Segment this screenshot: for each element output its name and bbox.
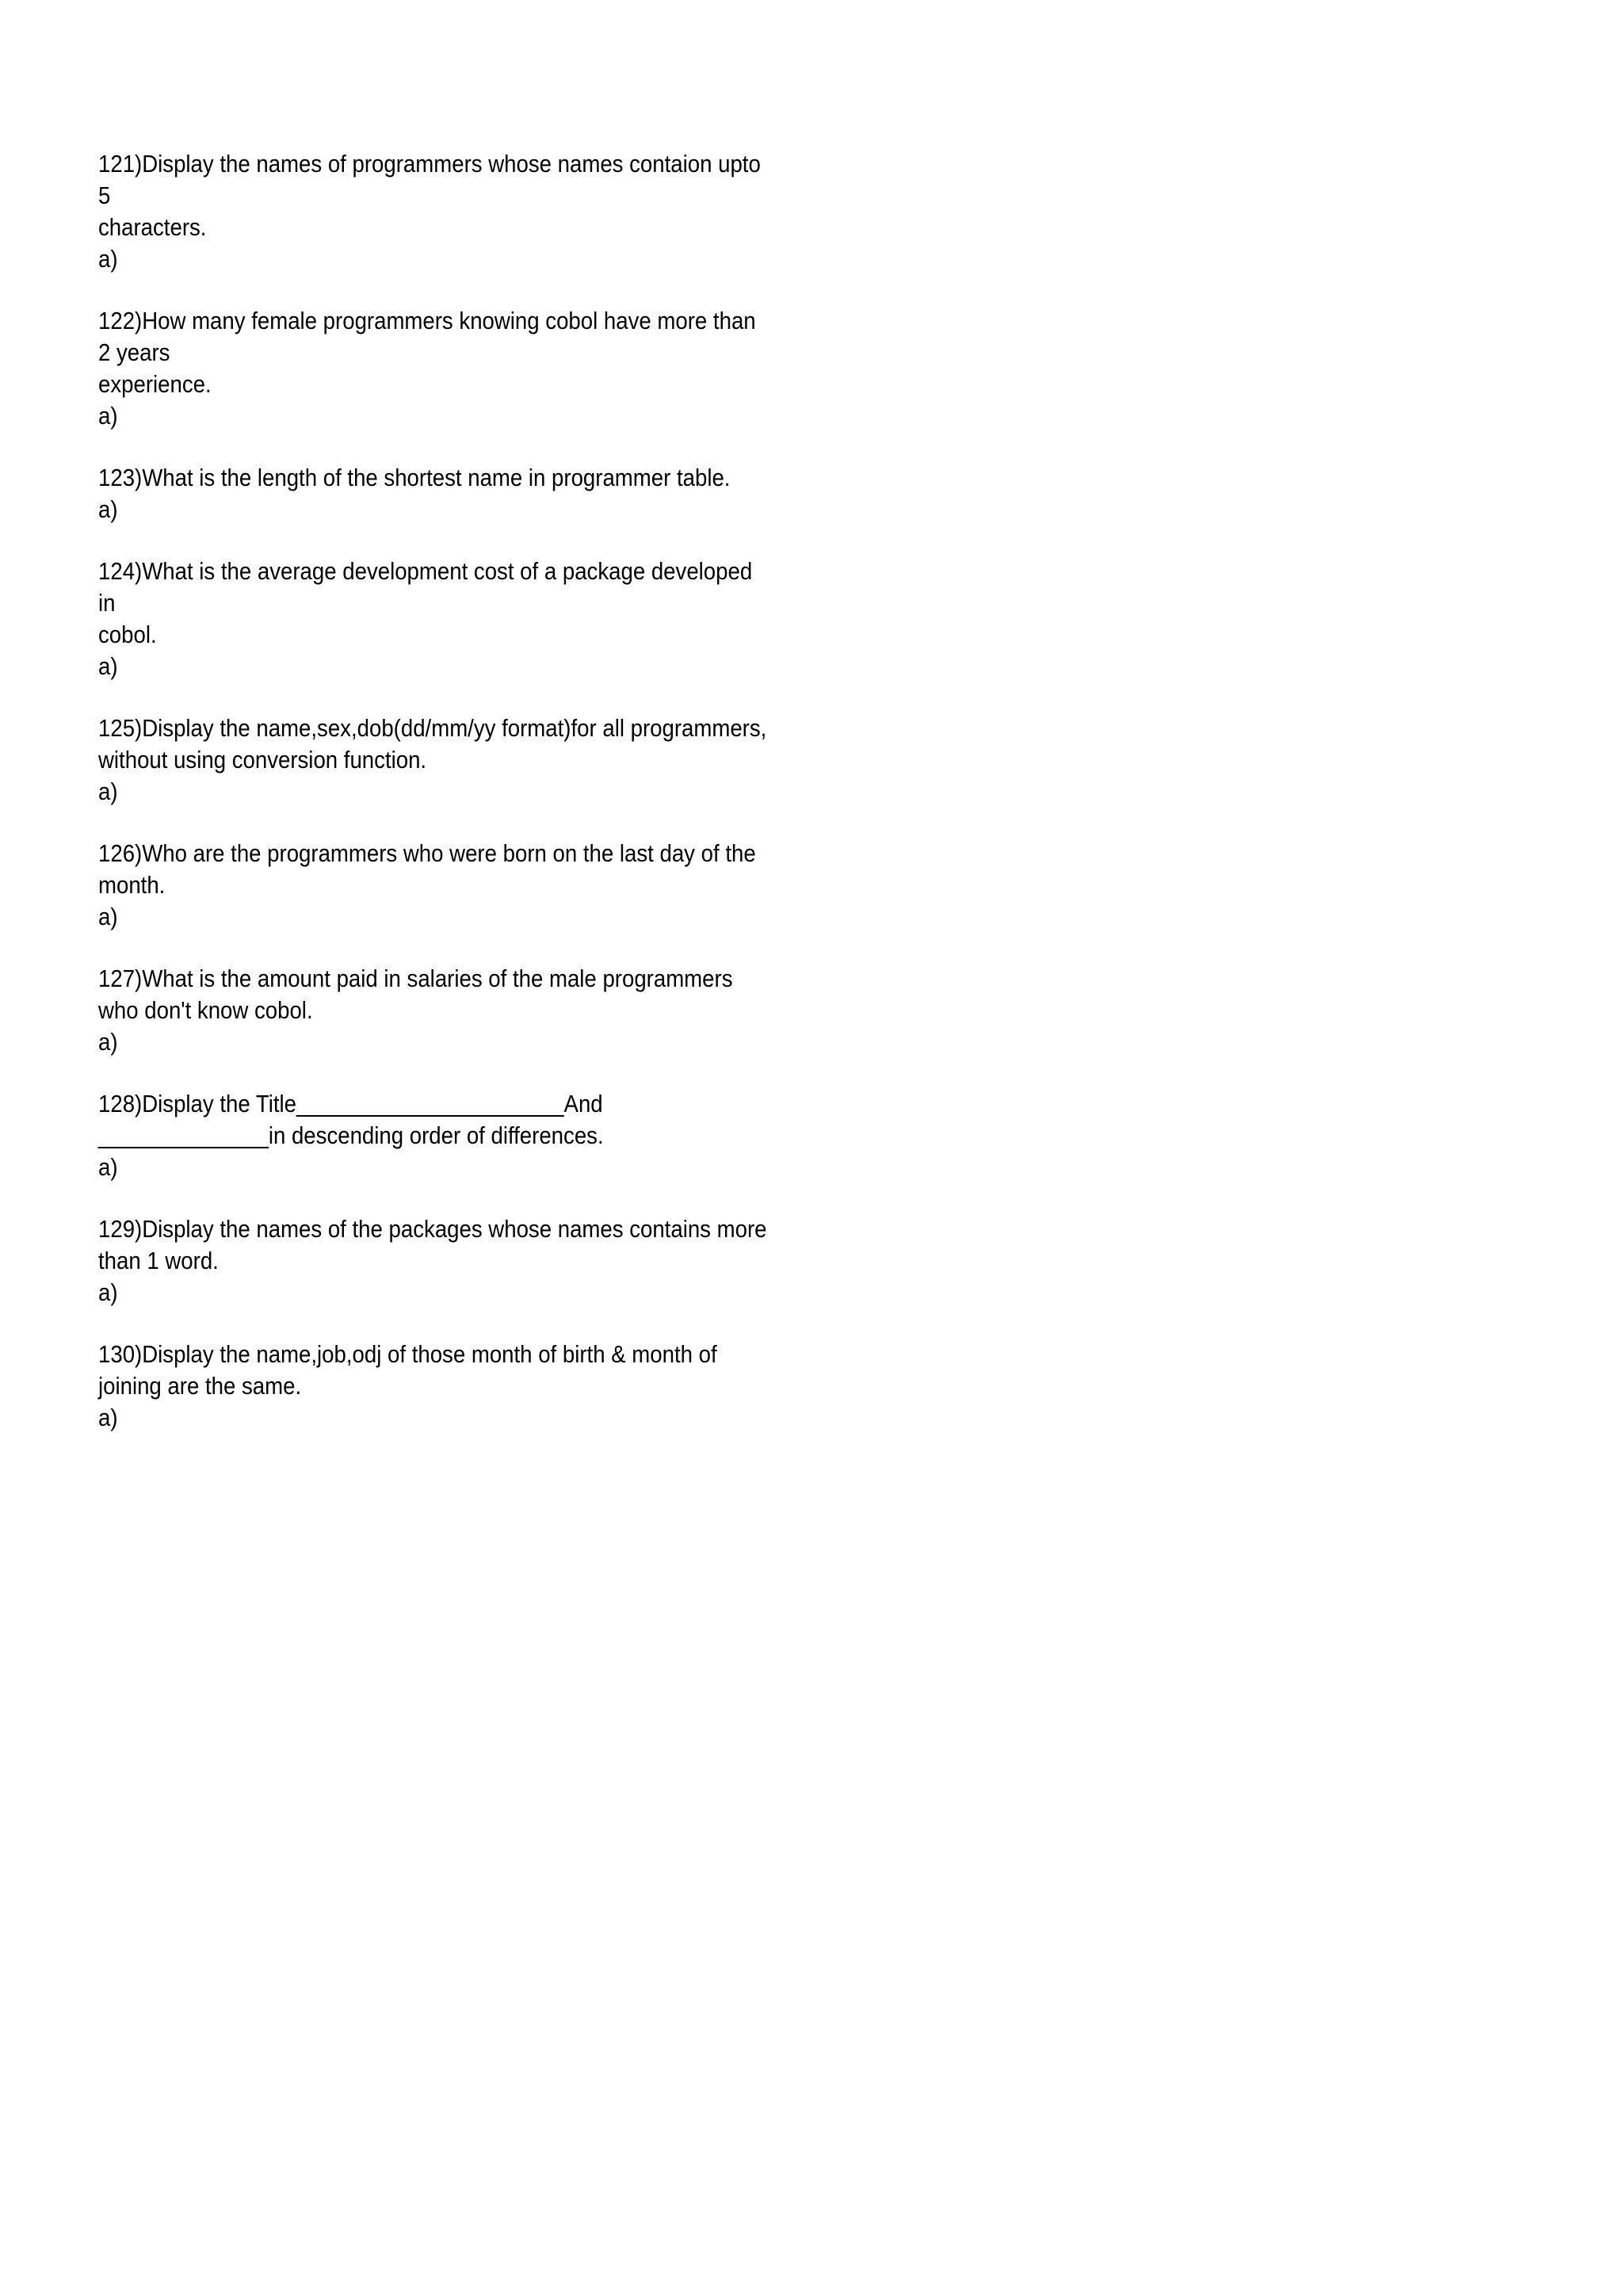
question-text-line: 125)Display the name,sex,dob(dd/mm/yy format)for all programmers, [98, 714, 767, 742]
question-text-line: 122)How many female programmers knowing cobol have more than [98, 307, 756, 334]
question-129 [98, 1213, 767, 1308]
answer-label: a) [98, 903, 118, 930]
question-text-line: 127)What is the amount paid in salaries of the male programmers [98, 965, 733, 992]
question-text-line: 121)Display the names of programmers whose names contaion upto [98, 150, 761, 178]
question-text-line: without using conversion function. [98, 746, 427, 774]
question-130 [98, 1339, 733, 1434]
question-text-line: ______________in descending order of differences. [98, 1121, 604, 1149]
question-text-line: joining are the same. [98, 1372, 302, 1400]
question-text-line: 2 years [98, 338, 170, 366]
question-text-line: than 1 word. [98, 1247, 219, 1274]
answer-label: a) [98, 245, 118, 273]
answer-label: a) [98, 1028, 118, 1056]
question-text-line: 130)Display the name,job,odj of those month of birth & month of [98, 1340, 717, 1368]
question-123 [98, 462, 733, 525]
answer-label: a) [98, 1153, 118, 1181]
question-121 [98, 148, 761, 275]
question-124 [98, 556, 753, 682]
question-text-line: 129)Display the names of the packages whose names contains more [98, 1215, 767, 1243]
question-127 [98, 963, 733, 1058]
question-text-line: who don't know cobol. [98, 996, 313, 1024]
question-text-line: 128)Display the Title______________________And [98, 1090, 603, 1117]
question-text-line: month. [98, 871, 166, 899]
answer-label: a) [98, 777, 118, 805]
question-126 [98, 838, 756, 933]
question-128 [98, 1088, 733, 1183]
answer-label: a) [98, 652, 118, 680]
question-text-line: experience. [98, 370, 212, 398]
question-text-line: 123)What is the length of the shortest name in programmer table. [98, 464, 731, 491]
answer-label: a) [98, 402, 118, 430]
question-text-line: characters. [98, 213, 207, 241]
question-text-line: 126)Who are the programmers who were born on the last day of the [98, 839, 756, 867]
question-122 [98, 305, 756, 432]
question-125 [98, 712, 767, 808]
question-text-line: in [98, 589, 116, 617]
question-text-line: 5 [98, 181, 111, 209]
answer-label: a) [98, 1404, 118, 1431]
answer-label: a) [98, 1278, 118, 1306]
question-list [98, 148, 767, 1464]
answer-label: a) [98, 495, 118, 523]
question-text-line: cobol. [98, 621, 157, 648]
question-text-line: 124)What is the average development cost of a package developed [98, 557, 753, 585]
